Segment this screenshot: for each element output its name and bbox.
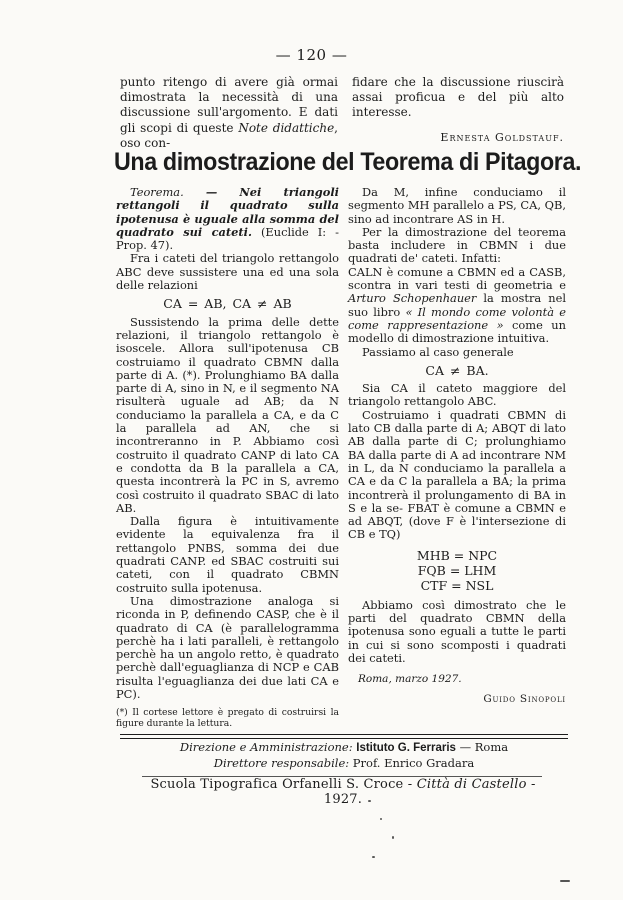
relations-formula: CA = AB, CA ≠ AB — [163, 296, 292, 312]
printer-year: - 1927. — [323, 777, 536, 807]
paragraph-text: CALN è comune a CBMN ed a CASB, scontra in vari testi di geometria e — [348, 264, 566, 293]
paragraph: Abbiamo così dimostrato che le parti del quadrato CBMN della ipotenusa sono eguali a tutte le parti in cui si sono scomposti i quadrati dei cateti. — [348, 597, 566, 665]
author-signature-goldstauf: Ernesta Goldstauf. — [440, 130, 564, 144]
scan-speck — [560, 880, 570, 882]
paragraph: Una dimostrazione analoga si riconda in P, definendo CASP, che è il quadrato di CA (è parallelogramma perchè ha i lati paralleli, è rettangolo perchè ha un angolo retto, è quadrato perchè dall'eguaglianza di NCP e CAB risulta l'eguaglianza dei due lati CA e PC). — [116, 593, 339, 701]
scan-speck — [392, 836, 394, 839]
paragraph: Fra i cateti del triangolo rettangolo ABC deve sussistere una ed una sola delle relazioni — [116, 251, 339, 293]
book-title: « Il mondo come volontà e come rappresentazione » — [348, 304, 566, 332]
theorem-text: — Nei triangoli rettangoli il quadrato sulla ipotenusa è uguale alla somma del quadrato sui cateti. — [116, 185, 339, 239]
direzione-city: — Roma — [459, 740, 509, 754]
paragraph: Passiamo al caso generale — [362, 344, 514, 359]
scan-speck — [372, 856, 375, 858]
paragraph-schopenhauer — [348, 266, 566, 346]
divider-rule — [120, 738, 568, 739]
theorem-label: Teorema. — [130, 185, 184, 199]
equation: CTF = NSL — [420, 577, 494, 593]
colophon-direzione — [120, 740, 568, 754]
direttore-label: Direttore responsabile: — [213, 756, 350, 770]
paragraph: Sussistendo la prima delle dette relazioni, il triangolo rettangolo è isoscele. Allora sull'ipotenusa CB costruiamo il quadrato CBMN dalla parte di A. (*). Prolunghiamo BA dalla parte di A, sino in N, e il segmento NA risulterà uguale ad AB; da N conduciamo la parallela a CA, e da C la parallela ad AN, che si incontreranno in P. Abbiamo così costruito il quadrato CANP di lato CA e condotta da B la parallela a CA, questa incontrerà la PC in S, avremo così costruito il quadrato SBAC di lato AB. — [116, 314, 339, 515]
prior-article-continuation: fidare che la discussione riuscirà assai proficua e del più alto interesse. — [352, 75, 564, 120]
divider-rule — [120, 734, 568, 735]
scan-speck — [380, 818, 382, 820]
paragraph: Per la dimostrazione del teorema basta includere in CBMN i due quadrati de' cateti. Infatti: — [348, 224, 566, 266]
article-title: Una dimostrazione del Teorema di Pitagora. — [114, 148, 582, 176]
author-signature-sinopoli: Guido Sinopoli — [483, 692, 566, 705]
paragraph-text: la mostra nel suo libro — [348, 291, 566, 319]
prior-article-italic: Note didattiche — [238, 120, 335, 135]
page-number: — 120 — — [275, 46, 348, 64]
direzione-label: Direzione e Amministrazione: — [179, 740, 353, 754]
prior-article-right-column — [352, 75, 564, 145]
theorem-statement — [116, 186, 339, 252]
equation: MHB = NPC — [416, 547, 498, 563]
footnote: (*) Il cortese lettore è pregato di costruirsi la figure durante la lettura. — [116, 707, 339, 730]
paragraph: Costruiamo i quadrati CBMN di lato CB dalla parte di A; ABQT di lato AB dalla parte di C; prolunghiamo BA dalla parte di A ad incontrare NM in L, da N conduciamo la parallela a CA e da C la parallela a BA; la prima incontrerà il prolungamento di BA in S e la se- FBAT è comune a CBMN e ad ABQT, (dove F è l'intersezione di CB e TQ) — [348, 407, 566, 542]
prior-article-text: punto ritengo di avere già ormai dimostrata la necessità di una discussione sull'argomento. E dati gli scopi di queste — [120, 75, 338, 135]
paragraph: Sia CA il cateto maggiore del triangolo rettangolo ABC. — [348, 381, 566, 409]
paragraph: Da M, infine conduciamo il segmento MH parallelo a PS, CA, QB, sino ad incontrare AS in H. — [348, 185, 566, 226]
prior-article-left-column — [120, 75, 338, 151]
prior-article-tail: , oso con- — [120, 120, 338, 150]
equation: FQB = LHM — [417, 562, 497, 578]
theorem-reference: (Euclide I: - Prop. 47). — [116, 224, 340, 253]
colophon-direttore — [120, 756, 568, 770]
author-name: Arturo Schopenhauer — [348, 291, 477, 306]
article-left-column — [116, 186, 339, 729]
direzione-value: Istituto G. Ferraris — [356, 742, 456, 754]
general-case-formula: CA ≠ BA. — [425, 362, 489, 378]
paragraph-text: come un modello di dimostrazione intuitiva. — [348, 317, 566, 346]
printer-name: Scuola Tipografica Orfanelli S. Croce - — [150, 777, 417, 792]
equality-block — [348, 548, 566, 593]
paragraph: Dalla figura è intuitivamente evidente la equivalenza fra il rettangolo PNBS, somma dei due quadrati CANP. ed SBAC costruiti sui cateti, con il quadrato CBMN costruito sulla ipotenusa. — [116, 514, 339, 595]
article-right-column — [348, 186, 566, 706]
scan-speck — [368, 800, 371, 802]
printer-line — [138, 777, 548, 807]
place-date: Roma, marzo 1927. — [358, 673, 462, 686]
printer-city: Città di Castello — [416, 777, 527, 792]
direttore-value: Prof. Enrico Gradara — [352, 756, 475, 770]
